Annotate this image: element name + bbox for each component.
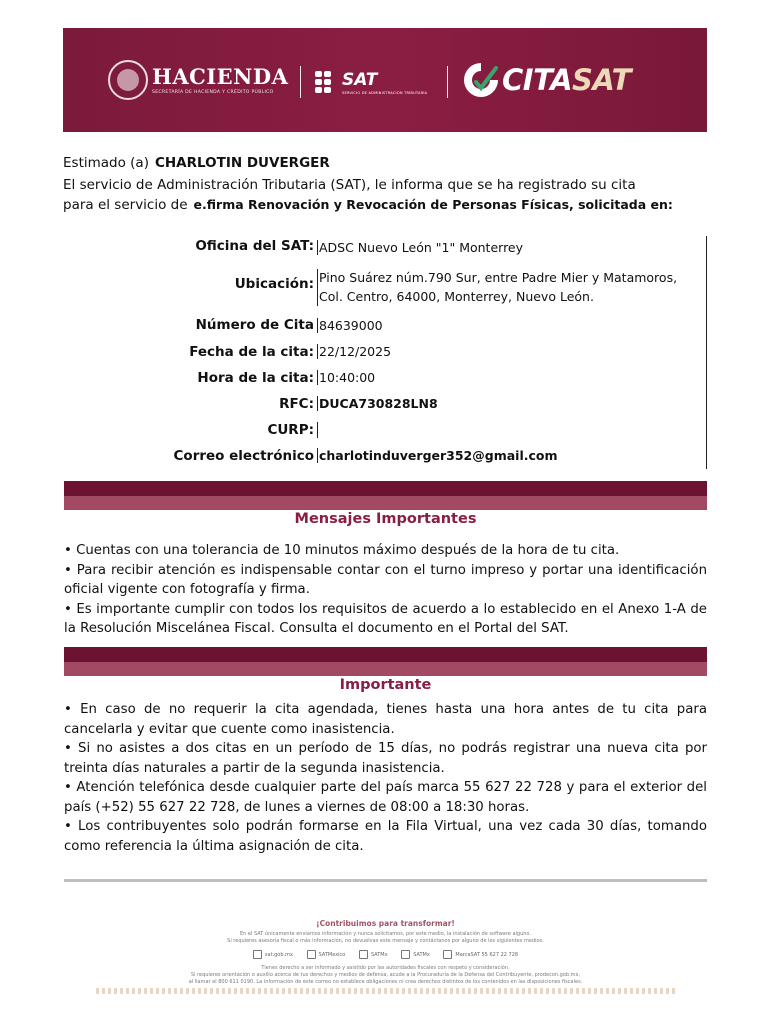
hacienda-logo-subtitle: SECRETARÍA DE HACIENDA Y CRÉDITO PÚBLICO xyxy=(152,90,274,95)
hacienda-logo-text: HACIENDA xyxy=(152,64,289,89)
importante-item: • Los contribuyentes solo podrán formarse en la Fila Virtual, una vez cada 30 días, tomando como referencia la última asignación de cita. xyxy=(64,819,707,854)
seal-eagle-icon xyxy=(117,69,139,91)
facebook-link-label: SATMexico xyxy=(318,951,346,958)
importante-title: Importante xyxy=(339,677,432,693)
value-fecha: 22/12/2025 xyxy=(319,344,392,359)
value-ubicacion: Pino Suárez núm.790 Sur, entre Padre Mier y Matamoros, Col. Centro, 64000, Monterrey, Nuevo León. xyxy=(317,269,691,306)
youtube-icon xyxy=(401,950,410,959)
footer-notice-2: Si requieres asesoría fiscal o más información, no devuelvas este mensaje y contáctanos por alguno de los siguientes medios: xyxy=(227,938,544,944)
facebook-link[interactable] xyxy=(307,950,346,959)
value-oficina: ADSC Nuevo León "1" Monterrey xyxy=(319,240,524,255)
service-name: e.firma Renovación y Revocación de Personas Físicas, solicitada en: xyxy=(193,197,673,212)
label-numero-cita: Número de Cita xyxy=(195,317,314,333)
footer-slogan: ¡Contribuimos para transformar! xyxy=(316,919,455,928)
greeting-line xyxy=(63,155,330,171)
label-fecha: Fecha de la cita: xyxy=(189,344,314,360)
value-rfc: DUCA730828LN8 xyxy=(319,396,438,411)
footer-social-row xyxy=(64,950,707,961)
citasat-logo-text xyxy=(502,63,631,97)
value-curp xyxy=(317,422,319,438)
phone-link[interactable] xyxy=(443,950,518,959)
section-bar-light-2 xyxy=(64,662,707,676)
mensajes-list xyxy=(64,541,707,639)
citasat-sat: SAT xyxy=(572,63,631,97)
logo-divider xyxy=(300,66,301,98)
phone-link-label: MarcaSAT 55 627 22 728 xyxy=(455,951,519,958)
footer-rights-1: Tienes derecho a ser informado y asistido por las autoridades fiscales con respeto y consideración. xyxy=(261,965,510,971)
twitter-link-label: SATMx xyxy=(370,951,388,958)
section-bar-dark-2 xyxy=(64,647,707,662)
globe-icon xyxy=(253,950,262,959)
recipient-name: CHARLOTIN DUVERGER xyxy=(154,155,330,171)
intro-line: El servicio de Administración Tributaria (SAT), le informa que se ha registrado su cita xyxy=(63,177,636,193)
section-bar-light xyxy=(64,496,707,510)
facebook-icon xyxy=(307,950,316,959)
twitter-link[interactable] xyxy=(359,950,388,959)
label-oficina: Oficina del SAT: xyxy=(195,238,314,254)
table-right-border xyxy=(706,236,707,469)
value-hora: 10:40:00 xyxy=(319,370,376,385)
greeting-prefix: Estimado (a) xyxy=(63,155,149,171)
youtube-link[interactable] xyxy=(401,950,430,959)
importante-list xyxy=(64,700,707,856)
label-correo: Correo electrónico xyxy=(173,448,314,464)
mensaje-item: • Cuentas con una tolerancia de 10 minutos máximo después de la hora de tu cita. xyxy=(64,543,620,558)
service-line xyxy=(63,197,673,213)
label-ubicacion: Ubicación: xyxy=(234,276,314,292)
sat-dots-icon xyxy=(314,70,340,94)
section-bar-dark xyxy=(64,481,707,496)
importante-item: • En caso de no requerir la cita agendada, tienes hasta una hora antes de tu cita para cancelarla y evitar que cuente como inasistencia. xyxy=(64,702,707,737)
youtube-link-label: SATMx xyxy=(413,951,430,958)
label-rfc: RFC: xyxy=(279,396,314,412)
label-hora: Hora de la cita: xyxy=(197,370,314,386)
mensaje-item: • Es importante cumplir con todos los requisitos de acuerdo a lo establecido en el Anexo 1-A de la Resolución Miscelánea Fiscal. Consulta el documento en el Portal del SAT. xyxy=(64,601,707,636)
phone-icon xyxy=(443,950,452,959)
value-numero-cita: 84639000 xyxy=(319,318,383,333)
importante-item: • Atención telefónica desde cualquier parte del país marca 55 627 22 728 y para el exterior del país (+52) 55 627 22 728, de lunes a viernes de 08:00 a 18:30 horas. xyxy=(64,780,707,815)
sat-logo-subtitle: SERVICIO DE ADMINISTRACIÓN TRIBUTARIA xyxy=(342,91,428,95)
value-correo: charlotinduverger352@gmail.com xyxy=(319,448,558,463)
logo-divider-2 xyxy=(447,66,448,98)
sat-logo-text: SAT xyxy=(342,70,378,90)
twitter-icon xyxy=(359,950,368,959)
importante-item: • Si no asistes a dos citas en un período de 15 días, no podrás registrar una nueva cita por treinta días naturales a partir de la segunda inasistencia. xyxy=(64,741,707,776)
mensaje-item: • Para recibir atención es indispensable contar con el turno impreso y portar una identificación oficial vigente con fotografía y firma. xyxy=(64,562,707,597)
footer-rights-2: Si requieres orientación o auxilio acerca de tus derechos y medios de defensa, acude a la Procuraduría de la Defensa del Contribuyente, prodecon.gob.mx, xyxy=(190,972,581,978)
service-prefix: para el servicio de xyxy=(63,197,188,213)
mensajes-title: Mensajes Importantes xyxy=(294,511,477,527)
web-link[interactable] xyxy=(253,950,293,959)
footer-divider xyxy=(64,879,707,882)
web-link-label: sat.gob.mx xyxy=(264,951,293,958)
citasat-swirl-icon xyxy=(462,60,500,100)
footer-decorative-pattern xyxy=(96,988,676,994)
footer-notice-1: En el SAT únicamente enviamos información y nunca solicitamos, por este medio, la instalación de software alguno. xyxy=(240,931,531,937)
citasat-cita: CITA xyxy=(502,63,573,97)
label-curp: CURP: xyxy=(267,422,314,438)
footer-rights-3: al llamar al 800 611 0190. La información de este correo no establece obligaciones ni crea derechos distintos de los contenidos en las disposiciones fiscales. xyxy=(188,979,583,985)
